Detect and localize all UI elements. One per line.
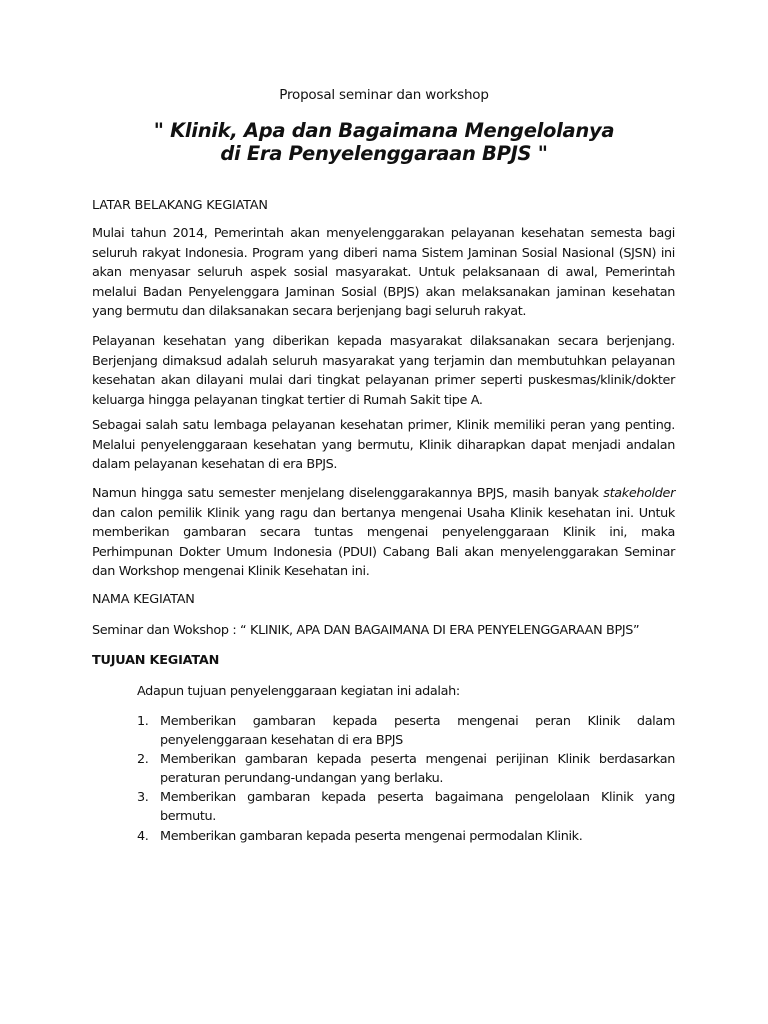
paragraph-4 [92, 484, 675, 582]
objective-item-3 [137, 789, 675, 826]
objective-number: 3. [137, 790, 149, 806]
document-title [0, 119, 768, 165]
objective-text: Memberikan gambaran kepada peserta mengenai permodalan Klinik. [160, 828, 583, 844]
document-subtitle: Proposal seminar dan workshop [279, 87, 489, 103]
objective-number: 4. [137, 828, 149, 844]
document-title-line-1: " Klinik, Apa dan Bagaimana Mengelolanya [153, 119, 615, 142]
paragraph-4-italic-term: stakeholder [603, 486, 675, 501]
objective-item-4 [137, 828, 675, 847]
paragraph-4-part-1: Namun hingga satu semester menjelang diselenggarakannya BPJS, masih banyak [92, 486, 604, 501]
objectives-list [137, 713, 675, 847]
document-title-line-2: di Era Penyelenggaraan BPJS " [220, 142, 548, 165]
section-heading-latar-belakang: LATAR BELAKANG KEGIATAN [92, 198, 268, 213]
objective-item-1 [137, 713, 675, 750]
objective-number: 2. [137, 752, 149, 768]
objective-item-2 [137, 751, 675, 788]
section-heading-tujuan-kegiatan: TUJUAN KEGIATAN [92, 653, 220, 668]
paragraph-2: Pelayanan kesehatan yang diberikan kepada masyarakat dilaksanakan secara berjenjang. Berjenjang dimaksud adalah seluruh masyarakat yang terjamin dan membutuhkan pelayanan kesehatan akan dilayani mulai dari tingkat pelayanan primer seperti puskesmas/klinik/dokter keluarga hingga pelayanan tingkat tertier di Rumah Sakit tipe A. [92, 334, 675, 408]
paragraph-4-part-2: dan calon pemilik Klinik yang ragu dan bertanya mengenai Usaha Klinik kesehatan ini. Untuk memberikan gambaran secara tuntas mengenai penyelenggaraan Klinik ini, maka Perhimpunan Dokter Umum Indonesia (PDUI) Cabang Bali akan menyelenggarakan Seminar dan Workshop mengenai Klinik Kesehatan ini. [92, 505, 675, 580]
objective-text: Memberikan gambaran kepada peserta mengenai peran Klinik dalam penyelenggaraan kesehatan di era BPJS [160, 714, 675, 748]
tujuan-intro: Adapun tujuan penyelenggaraan kegiatan ini adalah: [137, 684, 460, 699]
paragraph-1: Mulai tahun 2014, Pemerintah akan menyelenggarakan pelayanan kesehatan semesta bagi seluruh rakyat Indonesia. Program yang diberi nama Sistem Jaminan Sosial Nasional (SJSN) ini akan menyasar seluruh aspek sosial masyarakat. Untuk pelaksanaan di awal, Pemerintah melalui Badan Penyelenggara Jaminan Sosial (BPJS) akan melaksanakan jaminan kesehatan yang bermutu dan dilaksanakan secara berjenjang bagi seluruh rakyat. [92, 226, 675, 320]
objective-number: 1. [137, 714, 149, 729]
objective-text: Memberikan gambaran kepada peserta bagaimana pengelolaan Klinik yang bermutu. [160, 790, 675, 824]
paragraph-3: Sebagai salah satu lembaga pelayanan kesehatan primer, Klinik memiliki peran yang penting. Melalui penyelenggaraan kesehatan yang bermutu, Klinik diharapkan dapat menjadi andalan dalam pelayanan kesehatan di era BPJS. [92, 418, 675, 473]
objective-text: Memberikan gambaran kepada peserta mengenai perijinan Klinik berdasarkan peraturan perundang-undangan yang berlaku. [160, 752, 675, 786]
nama-kegiatan-text: Seminar dan Wokshop : “ KLINIK, APA DAN BAGAIMANA DI ERA PENYELENGGARAAN BPJS” [92, 623, 640, 638]
section-heading-nama-kegiatan: NAMA KEGIATAN [92, 592, 195, 607]
